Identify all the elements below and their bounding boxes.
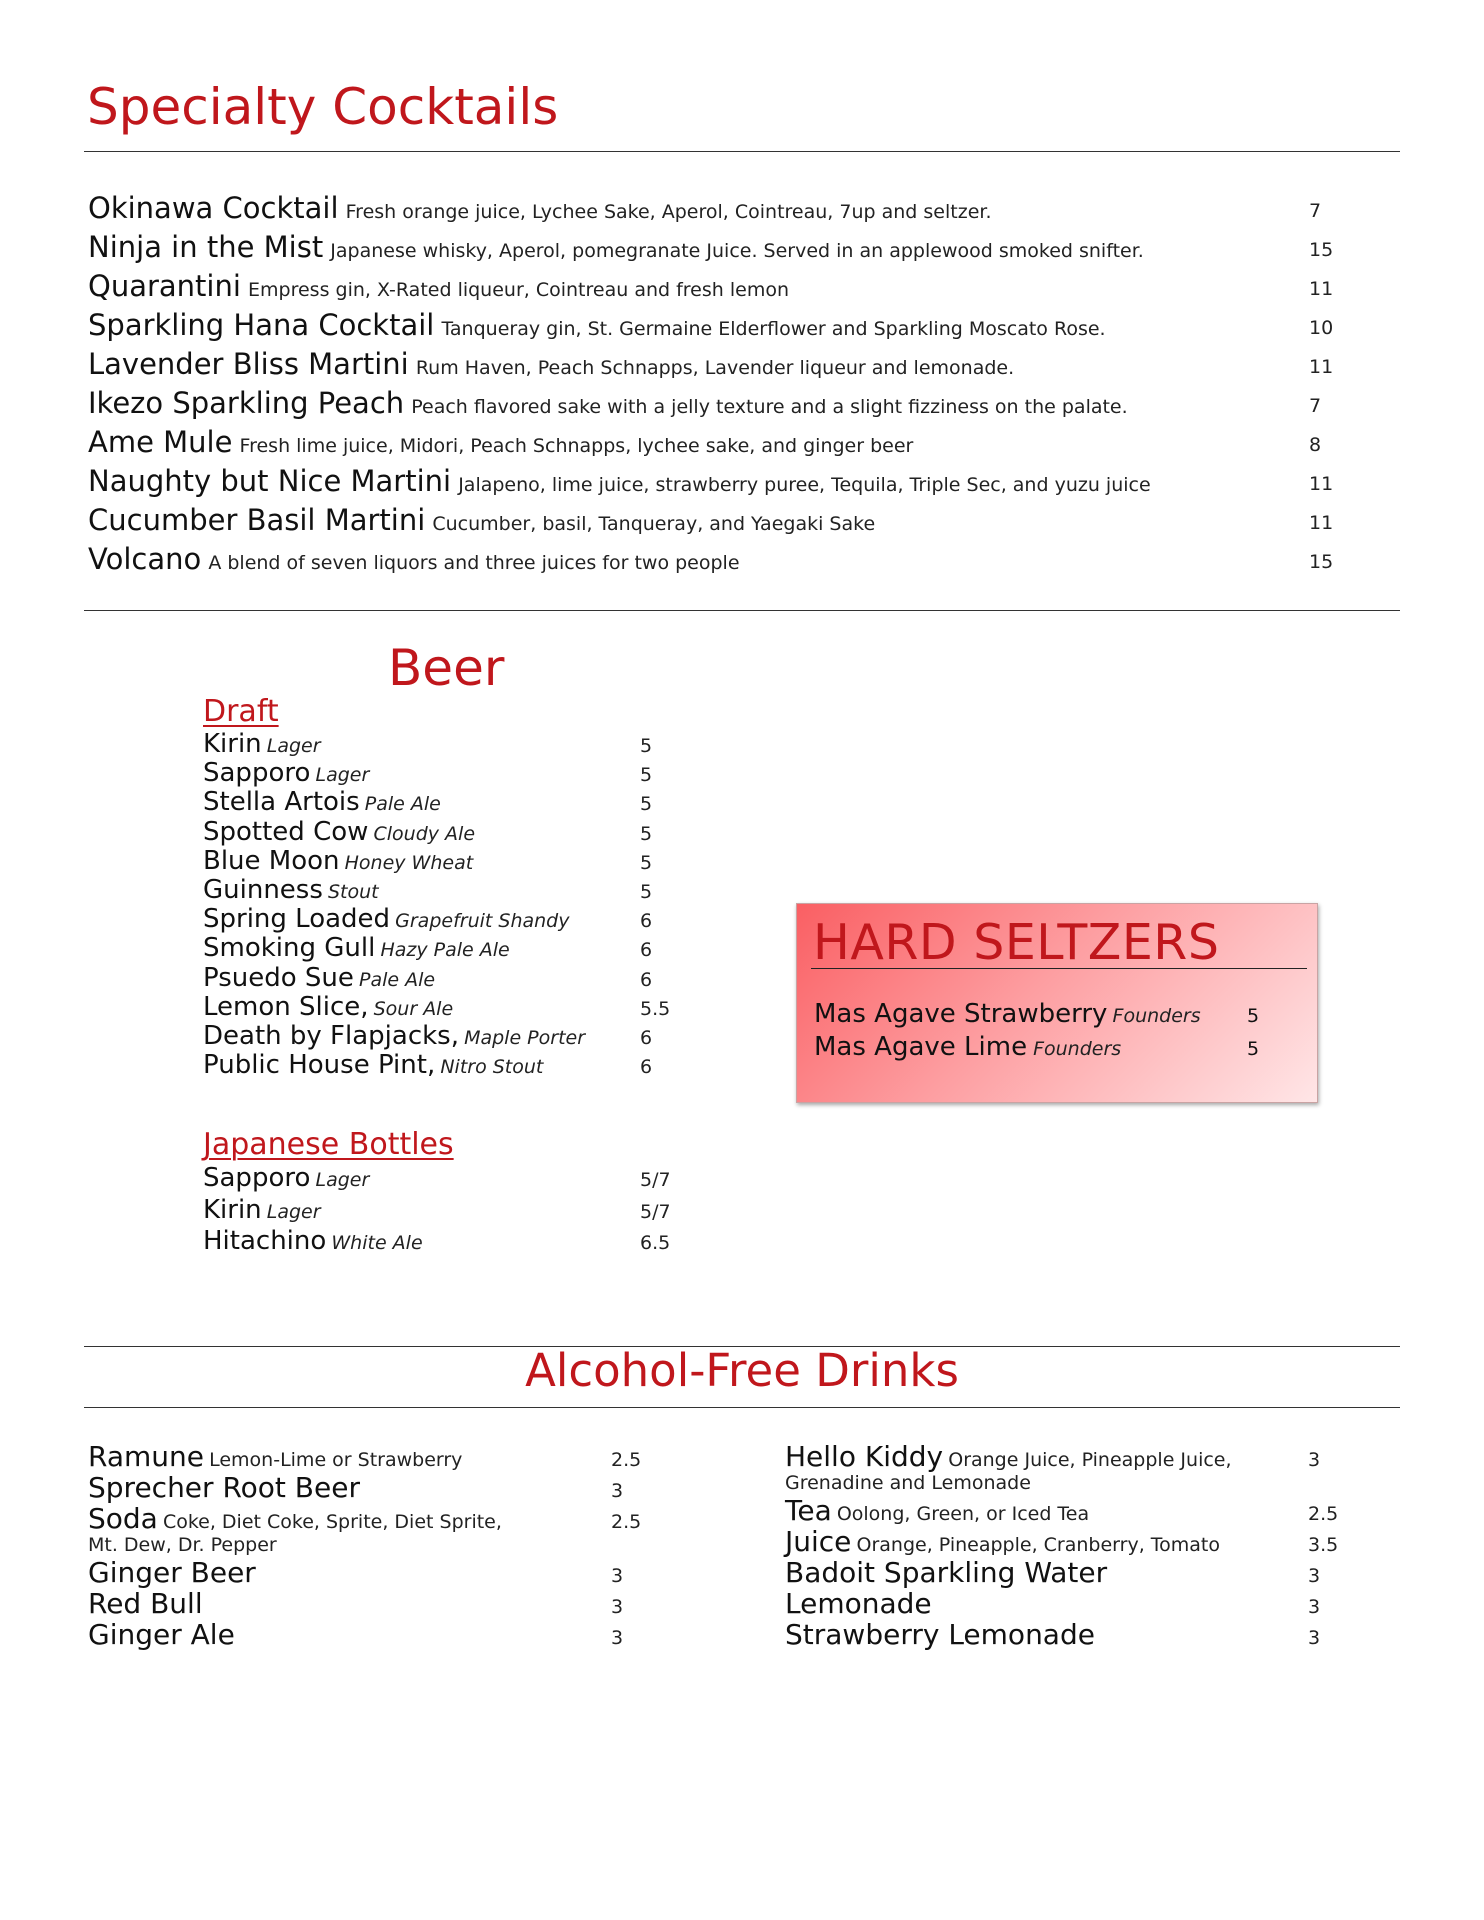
beer-price: 6 [640,1056,653,1079]
beer-style: Honey Wheat [344,851,474,874]
cocktail-name: Volcano [88,542,202,576]
beer-price: 6 [640,939,653,962]
beer-name: Lemon Slice, [203,991,369,1022]
draft-subtitle: Draft [203,694,279,729]
drink-item [785,1526,1345,1557]
beer-price: 5/7 [640,1169,671,1191]
drink-name: Sprecher Root Beer [88,1471,360,1504]
beer-price: 5 [640,735,653,757]
drink-name: Red Bull [88,1587,203,1620]
beer-item [203,1164,723,1196]
beer-style: Cloudy Ale [373,822,476,845]
beer-name: Blue Moon [203,845,340,876]
beer-style: Lager [315,1169,370,1191]
drink-description: Lemon-Lime or Strawberry [209,1449,463,1471]
cocktail-description: Fresh orange juice, Lychee Sake, Aperol, Cointreau, 7up and seltzer. [345,201,992,223]
drink-price: 3 [611,1565,624,1587]
cocktail-price: 11 [1309,473,1334,495]
drink-item [785,1588,1345,1619]
cocktail-price: 8 [1309,434,1322,456]
beer-style: Lager [266,1200,321,1223]
beer-style: Pale Ale [359,968,436,991]
hard-seltzers-list [814,998,1304,1064]
cocktail-name: Cucumber Basil Martini [88,503,426,537]
beer-item [203,818,723,847]
beer-price: 6 [640,1026,653,1049]
beer-name: Smoking Gull [203,933,376,964]
cocktail-description: Cucumber, basil, Tanqueray, and Yaegaki Sake [432,513,876,535]
beer-style: White Ale [331,1232,423,1254]
draft-beer-list [203,730,723,1080]
beer-price: 6.5 [640,1232,671,1254]
cocktail-name: Ninja in the Mist [88,230,324,264]
drink-name: Ginger Ale [88,1618,235,1651]
drink-description: Oolong, Green, or Iced Tea [836,1503,1090,1525]
drink-price: 2.5 [611,1449,642,1471]
seltzer-price: 5 [1247,1005,1260,1027]
seltzer-price: 5 [1247,1038,1260,1060]
alcohol-free-bottom-divider [84,1407,1400,1408]
cocktail-description: Empress gin, X-Rated liqueur, Cointreau and fresh lemon [248,279,789,301]
cocktail-price: 15 [1309,239,1334,261]
beer-item [203,876,723,905]
beer-item [203,964,723,993]
bottle-beer-list [203,1164,723,1259]
beer-item [203,730,723,759]
hard-seltzers-title: HARD SELTZERS [813,914,1220,971]
beer-price: 5/7 [640,1200,671,1223]
beer-style: Hazy Pale Ale [380,939,510,962]
beer-name: Sapporo [203,758,311,789]
beer-name: Psuedo Sue [203,962,354,993]
drink-name: Strawberry Lemonade [785,1618,1095,1651]
drink-name: Badoit Sparkling Water [785,1556,1108,1589]
alcohol-free-title: Alcohol-Free Drinks [525,1344,959,1397]
beer-item [203,1196,723,1228]
cocktail-item [88,540,1348,579]
alcohol-free-left-column [88,1441,648,1650]
drink-price: 2.5 [1308,1503,1339,1525]
cocktail-name: Ame Mule [88,425,233,459]
cocktail-description: Jalapeno, lime juice, strawberry puree, Tequila, Triple Sec, and yuzu juice [458,474,1151,496]
drink-item [785,1557,1345,1588]
cocktail-price: 7 [1309,200,1322,222]
cocktail-name: Okinawa Cocktail [88,191,339,225]
japanese-bottles-subtitle: Japanese Bottles [203,1127,454,1162]
beer-name: Sapporo [203,1163,311,1193]
drink-name: Ramune [88,1440,204,1473]
beer-item [203,993,723,1022]
beer-name: Public House Pint, [203,1050,436,1081]
seltzer-name: Mas Agave Strawberry [814,999,1108,1029]
drink-price: 3 [1308,1627,1321,1649]
drink-item [785,1441,1345,1495]
cocktails-list [88,189,1348,579]
beer-price: 6 [640,968,653,991]
drink-price: 2.5 [611,1511,642,1533]
cocktail-name: Lavender Bliss Martini [88,347,409,381]
beer-item [203,934,723,963]
beer-style: Nitro Stout [440,1056,544,1079]
seltzer-brand: Founders [1033,1038,1122,1060]
cocktail-price: 11 [1309,356,1334,378]
beer-style: Pale Ale [364,793,441,816]
beer-style: Lager [315,764,370,787]
cocktail-price: 10 [1309,317,1334,339]
alcohol-free-right-column [785,1441,1345,1650]
hard-seltzers-box [796,903,1318,1103]
cocktails-title: Specialty Cocktails [87,78,559,136]
drink-price: 3 [1308,1596,1321,1618]
beer-name: Death by Flapjacks, [203,1020,459,1051]
cocktail-name: Sparkling Hana Cocktail [88,308,435,342]
beer-item [203,788,723,817]
beer-name: Guinness [203,874,323,905]
drink-name: Lemonade [785,1587,932,1620]
beer-item [203,1051,723,1080]
beer-item [203,847,723,876]
drink-description: Orange Juice, Pineapple Juice, Grenadine and Lemonade [785,1449,1232,1494]
cocktail-description: A blend of seven liquors and three juices for two people [208,552,740,574]
beer-name: Stella Artois [203,787,360,818]
drink-item [88,1588,648,1619]
cocktail-description: Tanqueray gin, St. Germaine Elderflower and Sparkling Moscato Rose. [441,318,1106,340]
beer-style: Stout [328,880,379,903]
drink-item [88,1441,648,1472]
beer-price: 5 [640,764,653,787]
seltzer-item [814,1031,1304,1064]
drink-price: 3 [611,1596,624,1618]
beer-name: Spring Loaded [203,904,391,935]
cocktails-top-divider [84,151,1400,152]
beer-name: Hitachino [203,1226,327,1256]
drink-item [785,1619,1345,1650]
beer-style: Maple Porter [464,1026,586,1049]
drink-name: Tea [785,1494,832,1527]
drink-price: 3.5 [1308,1534,1339,1556]
beer-item [203,1022,723,1051]
cocktail-price: 11 [1309,512,1334,534]
cocktail-price: 11 [1309,278,1334,300]
beer-style: Grapefruit Shandy [395,910,570,933]
cocktail-item [88,228,1348,267]
cocktail-item [88,306,1348,345]
cocktail-item [88,384,1348,423]
cocktail-item [88,462,1348,501]
cocktail-name: Ikezo Sparkling Peach [88,386,405,420]
beer-price: 5 [640,822,653,845]
beer-name: Kirin [203,1194,262,1225]
beer-title: Beer [388,639,505,697]
drink-item [88,1557,648,1588]
cocktail-item [88,267,1348,306]
cocktail-price: 7 [1309,395,1322,417]
drink-name: Juice [785,1525,852,1558]
seltzer-name: Mas Agave Lime [814,1032,1028,1062]
beer-item [203,759,723,788]
drink-description: Coke, Diet Coke, Sprite, Diet Sprite, Mt. Dew, Dr. Pepper [88,1511,502,1556]
cocktail-description: Fresh lime juice, Midori, Peach Schnapps, lychee sake, and ginger beer [239,435,914,457]
cocktail-name: Quarantini [88,269,241,303]
beer-name: Spotted Cow [203,816,369,847]
seltzer-item [814,998,1304,1031]
drink-name: Soda [88,1502,158,1535]
beer-style: Sour Ale [373,997,454,1020]
beer-price: 5.5 [640,997,671,1020]
cocktail-item [88,345,1348,384]
seltzer-brand: Founders [1112,1005,1201,1027]
drink-name: Hello Kiddy [785,1440,944,1473]
drink-item [785,1495,1345,1526]
beer-price: 5 [640,851,653,874]
drink-item [88,1472,648,1503]
cocktail-item [88,423,1348,462]
beer-price: 5 [640,793,653,816]
drink-item [88,1503,648,1557]
beer-item [203,905,723,934]
cocktail-name: Naughty but Nice Martini [88,464,452,498]
drink-price: 3 [1308,1449,1321,1471]
cocktail-description: Japanese whisky, Aperol, pomegranate Juice. Served in an applewood smoked snifter. [330,240,1144,262]
hard-seltzers-divider [811,968,1307,969]
beer-name: Kirin [203,729,262,759]
drink-price: 3 [611,1480,624,1502]
cocktail-description: Rum Haven, Peach Schnapps, Lavender liqueur and lemonade. [415,357,1015,379]
beer-item [203,1227,723,1259]
beer-price: 6 [640,910,653,933]
cocktail-item [88,501,1348,540]
drink-price: 3 [611,1627,624,1649]
drink-description: Orange, Pineapple, Cranberry, Tomato [856,1534,1220,1556]
drink-item [88,1619,648,1650]
drink-name: Ginger Beer [88,1556,256,1589]
cocktail-description: Peach flavored sake with a jelly texture and a slight fizziness on the palate. [411,396,1128,418]
cocktail-item [88,189,1348,228]
drink-price: 3 [1308,1565,1321,1587]
beer-style: Lager [266,735,321,757]
cocktails-bottom-divider [84,610,1400,611]
cocktail-price: 15 [1309,551,1334,573]
beer-price: 5 [640,880,653,903]
